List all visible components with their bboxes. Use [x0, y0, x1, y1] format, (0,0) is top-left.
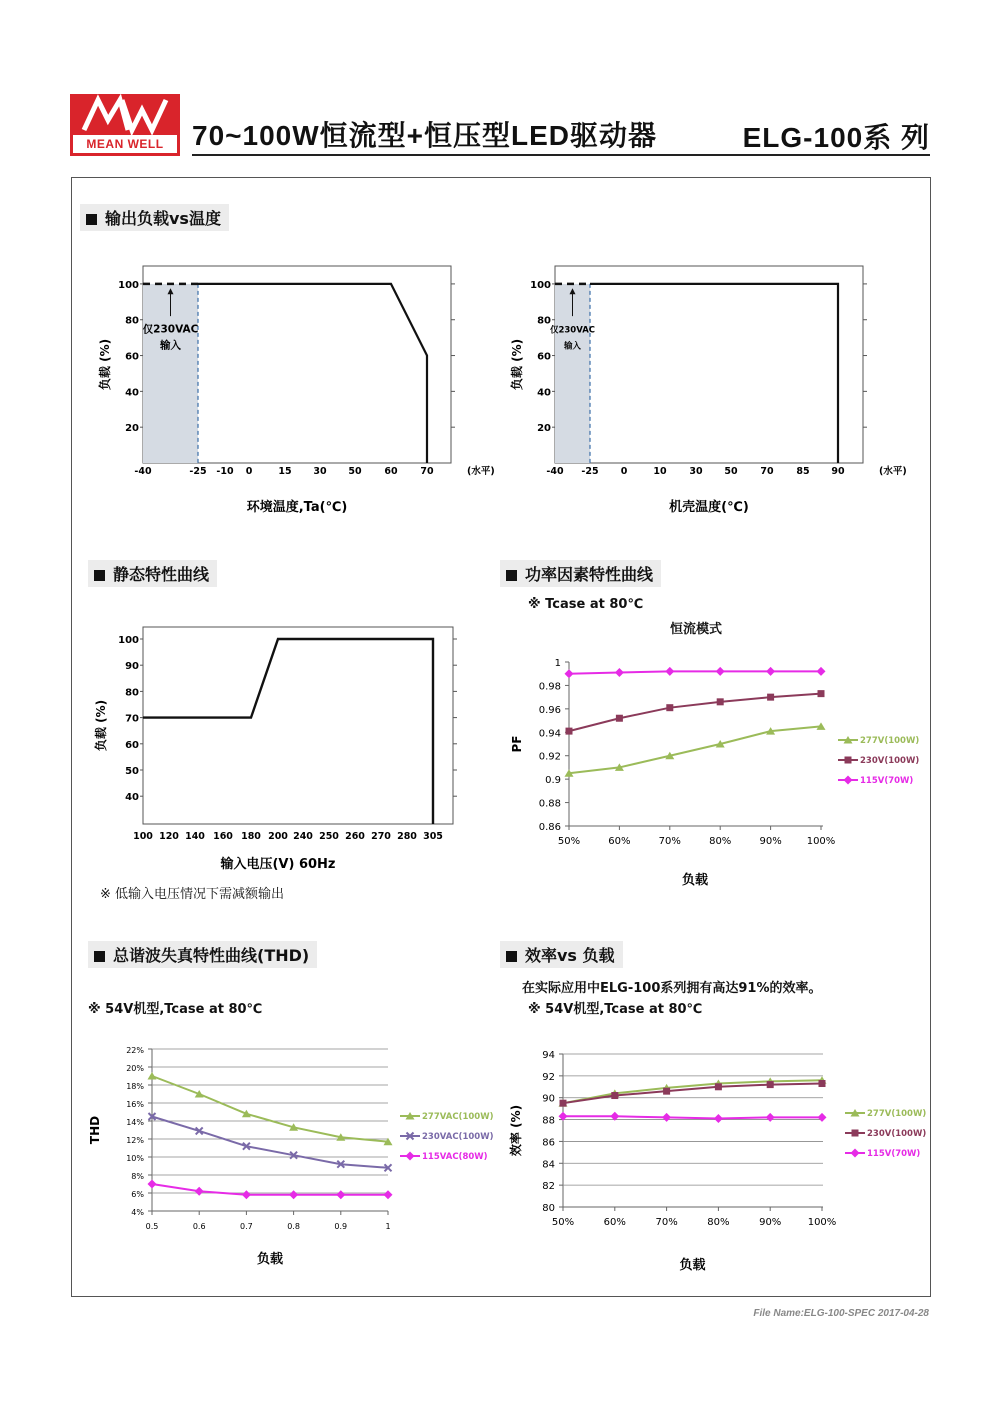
- y-tick-label: 14%: [126, 1118, 144, 1127]
- data-point: [767, 694, 774, 701]
- legend-label: 115V(70W): [867, 1149, 921, 1159]
- y-axis-label: THD: [88, 1115, 102, 1145]
- x-tick-label: 240: [293, 831, 313, 842]
- derating-series-line: [198, 284, 427, 463]
- static-note: ※ 低输入电压情况下需减额输出: [100, 887, 285, 902]
- legend-marker: [845, 757, 852, 764]
- x-tick-label: 280: [397, 831, 417, 842]
- legend-marker: [844, 776, 853, 785]
- x-tick-label: 60%: [603, 1217, 626, 1228]
- y-tick-label: 60: [125, 351, 139, 363]
- y-tick-label: 40: [537, 387, 551, 399]
- y-tick-label: 0.98: [538, 681, 561, 693]
- x-tick-label: 100%: [806, 836, 836, 847]
- x-tick-label: 120: [159, 831, 179, 842]
- x-tick-label: 50: [724, 466, 738, 477]
- y-tick-label: 90: [125, 661, 139, 673]
- series-name: ELG-100系 列: [742, 122, 930, 153]
- x-tick-label: 70: [760, 466, 774, 477]
- data-point: [289, 1190, 298, 1199]
- static-series-line: [143, 639, 433, 824]
- data-point: [148, 1072, 157, 1080]
- x-tick-label: 0.6: [192, 1222, 206, 1231]
- x-tick-label: 50: [348, 466, 362, 477]
- derating-series-line: [590, 284, 838, 463]
- data-point: [818, 1113, 827, 1122]
- data-point: [817, 667, 826, 676]
- data-point: [766, 1113, 775, 1122]
- y-tick-label: 20: [537, 423, 551, 435]
- section-thd-label: 总谐波失真特性曲线(THD): [113, 946, 310, 965]
- x-tick-label: 0: [620, 466, 628, 477]
- file-footer: File Name:ELG-100-SPEC 2017-04-28: [753, 1308, 929, 1319]
- data-point: [715, 1083, 722, 1090]
- y-tick-label: 88: [542, 1115, 555, 1127]
- x-tick-label: 200: [268, 831, 288, 842]
- series-line: [152, 1117, 388, 1168]
- y-tick-label: 100: [118, 635, 139, 646]
- y-tick-label: 0.94: [538, 728, 561, 740]
- x-tick-label: 90: [831, 466, 845, 477]
- legend-label: 230V(100W): [860, 756, 920, 766]
- y-tick-label: 10%: [126, 1154, 144, 1163]
- x-tick-label: 140: [185, 831, 205, 842]
- y-tick-label: 86: [542, 1137, 555, 1149]
- y-tick-label: 84: [542, 1159, 555, 1171]
- x-tick-label: 70%: [655, 1217, 678, 1228]
- page-title: 70~100W恒流型+恒压型LED驱动器: [192, 120, 657, 151]
- data-point: [663, 1088, 670, 1095]
- x-axis-label: 负载: [256, 1252, 284, 1267]
- data-point: [767, 1081, 774, 1088]
- annotation-text: 仅230VAC: [142, 323, 199, 336]
- data-point: [819, 1080, 826, 1087]
- legend-marker: [406, 1152, 415, 1161]
- data-point: [384, 1190, 393, 1199]
- data-point: [766, 667, 775, 676]
- annotation-text: 输入: [160, 339, 181, 352]
- y-tick-label: 92: [542, 1071, 555, 1083]
- data-point: [818, 690, 825, 697]
- data-point: [566, 728, 573, 735]
- series-line: [563, 1116, 822, 1118]
- x-unit-label: (水平): [879, 466, 907, 477]
- x-tick-label: 15: [278, 466, 292, 477]
- x-tick-label: 160: [213, 831, 233, 842]
- legend-label: 277V(100W): [867, 1109, 927, 1119]
- data-point: [716, 667, 725, 676]
- y-tick-label: 94: [542, 1050, 555, 1061]
- x-tick-label: 270: [371, 831, 391, 842]
- plot-frame: [555, 266, 863, 463]
- data-point: [148, 1180, 157, 1189]
- x-tick-label: 80%: [709, 836, 732, 847]
- y-tick-label: 100: [118, 279, 139, 291]
- y-tick-label: 0.88: [538, 798, 561, 810]
- data-point: [611, 1092, 618, 1099]
- y-tick-label: 80: [125, 315, 139, 327]
- x-tick-label: -25: [189, 466, 207, 477]
- x-tick-label: 90%: [759, 1217, 782, 1228]
- x-tick-label: 0.5: [145, 1222, 159, 1231]
- x-tick-label: 60%: [608, 836, 631, 847]
- data-point: [336, 1190, 345, 1199]
- legend-marker: [851, 1149, 860, 1158]
- legend-marker: [852, 1130, 859, 1137]
- y-tick-label: 90: [542, 1093, 555, 1105]
- y-tick-label: 0.96: [538, 704, 561, 716]
- x-tick-label: 90%: [759, 836, 782, 847]
- section-eff-label: 效率vs 负载: [525, 946, 615, 965]
- y-tick-label: 20%: [126, 1064, 144, 1073]
- x-tick-label: 60: [384, 466, 398, 477]
- x-axis-label: 机壳温度(℃): [669, 500, 749, 515]
- x-tick-label: -40: [546, 466, 564, 477]
- data-point: [662, 1113, 671, 1122]
- series-line: [152, 1076, 388, 1142]
- y-axis-label: 负载 (%): [98, 338, 112, 391]
- x-axis-label: 负载: [681, 873, 709, 888]
- y-tick-label: 4%: [131, 1208, 144, 1217]
- y-tick-label: 50: [125, 766, 139, 777]
- y-tick-label: 0.86: [538, 822, 561, 833]
- x-tick-label: 70%: [658, 836, 681, 847]
- x-unit-label: (水平): [467, 466, 495, 477]
- y-tick-label: 0.92: [538, 751, 561, 763]
- legend-label: 115V(70W): [860, 776, 914, 786]
- section-derating-label: 输出负载vs温度: [105, 209, 221, 228]
- data-point: [565, 669, 574, 678]
- annotation-text: 输入: [563, 341, 582, 352]
- x-tick-label: 30: [313, 466, 327, 477]
- y-tick-label: 60: [537, 351, 551, 363]
- data-point: [714, 1114, 723, 1123]
- x-tick-label: 250: [319, 831, 339, 842]
- y-tick-label: 16%: [126, 1100, 144, 1109]
- x-tick-label: 80%: [707, 1217, 730, 1228]
- x-axis-label: 负载: [679, 1258, 706, 1273]
- legend-label: 277VAC(100W): [422, 1112, 494, 1122]
- eff-condition: ※ 54V机型,Tcase at 80℃: [528, 1002, 703, 1017]
- x-tick-label: 0: [245, 466, 253, 477]
- y-axis-label: 负载 (%): [510, 338, 524, 391]
- x-tick-label: 85: [796, 466, 810, 477]
- y-tick-label: 60: [125, 739, 139, 751]
- y-tick-label: 12%: [126, 1136, 144, 1145]
- x-tick-label: 100%: [807, 1217, 837, 1228]
- x-tick-label: -25: [581, 466, 599, 477]
- legend-label: 230VAC(100W): [422, 1132, 494, 1142]
- x-tick-label: -40: [134, 466, 152, 477]
- series-line: [569, 726, 821, 773]
- y-axis-label: 效率 (%): [509, 1104, 523, 1157]
- y-tick-label: 70: [125, 713, 139, 725]
- x-tick-label: 0.7: [240, 1222, 253, 1231]
- x-tick-label: 100: [133, 831, 153, 842]
- legend-label: 115VAC(80W): [422, 1152, 488, 1162]
- x-tick-label: 260: [345, 831, 365, 842]
- pf-mode: 恒流模式: [670, 622, 723, 637]
- y-axis-label: 负载 (%): [94, 699, 108, 752]
- data-point: [560, 1100, 567, 1107]
- y-tick-label: 6%: [131, 1190, 144, 1199]
- data-point: [195, 1187, 204, 1196]
- x-axis-label: 输入电压(V) 60Hz: [220, 857, 336, 872]
- series-line: [569, 694, 821, 731]
- y-tick-label: 40: [125, 792, 139, 804]
- y-tick-label: 80: [537, 315, 551, 327]
- x-axis-label: 环境温度,Ta(℃): [246, 500, 348, 515]
- y-tick-label: 8%: [131, 1172, 144, 1181]
- y-axis-label: PF: [510, 735, 524, 753]
- x-tick-label: 0.8: [287, 1222, 300, 1231]
- y-tick-label: 0.9: [545, 775, 561, 787]
- plot-frame: [143, 627, 453, 824]
- y-tick-label: 100: [530, 279, 551, 291]
- x-tick-label: 70: [420, 466, 434, 477]
- data-point: [717, 698, 724, 705]
- logo-text: MEAN WELL: [73, 135, 177, 153]
- eff-description: 在实际应用中ELG-100系列拥有高达91%的效率。: [522, 981, 822, 996]
- x-tick-label: -10: [216, 466, 234, 477]
- data-point: [616, 715, 623, 722]
- y-tick-label: 1: [554, 658, 561, 669]
- section-static-label: 静态特性曲线: [113, 565, 210, 584]
- section-pf-label: 功率因素特性曲线: [525, 565, 654, 584]
- data-point: [665, 667, 674, 676]
- data-point: [242, 1190, 251, 1199]
- y-tick-label: 80: [125, 687, 139, 699]
- x-tick-label: 0.9: [334, 1222, 348, 1231]
- y-tick-label: 80: [542, 1203, 555, 1214]
- pf-condition: ※ Tcase at 80℃: [528, 597, 644, 612]
- data-point: [615, 668, 624, 677]
- x-tick-label: 1: [385, 1222, 391, 1231]
- y-tick-label: 20: [125, 423, 139, 435]
- annotation-text: 仅230VAC: [549, 325, 596, 336]
- thd-condition: ※ 54V机型,Tcase at 80℃: [88, 1002, 263, 1017]
- x-tick-label: 305: [423, 831, 443, 842]
- y-tick-label: 40: [125, 387, 139, 399]
- x-tick-label: 10: [653, 466, 667, 477]
- y-tick-label: 18%: [126, 1082, 144, 1091]
- series-line: [569, 671, 821, 673]
- legend-label: 277V(100W): [860, 736, 920, 746]
- y-tick-label: 82: [542, 1181, 555, 1193]
- data-point: [666, 704, 673, 711]
- x-tick-label: 50%: [557, 836, 581, 847]
- y-tick-label: 22%: [126, 1046, 144, 1055]
- x-tick-label: 50%: [551, 1217, 575, 1228]
- x-tick-label: 180: [241, 831, 261, 842]
- legend-label: 230V(100W): [867, 1129, 927, 1139]
- x-tick-label: 30: [689, 466, 703, 477]
